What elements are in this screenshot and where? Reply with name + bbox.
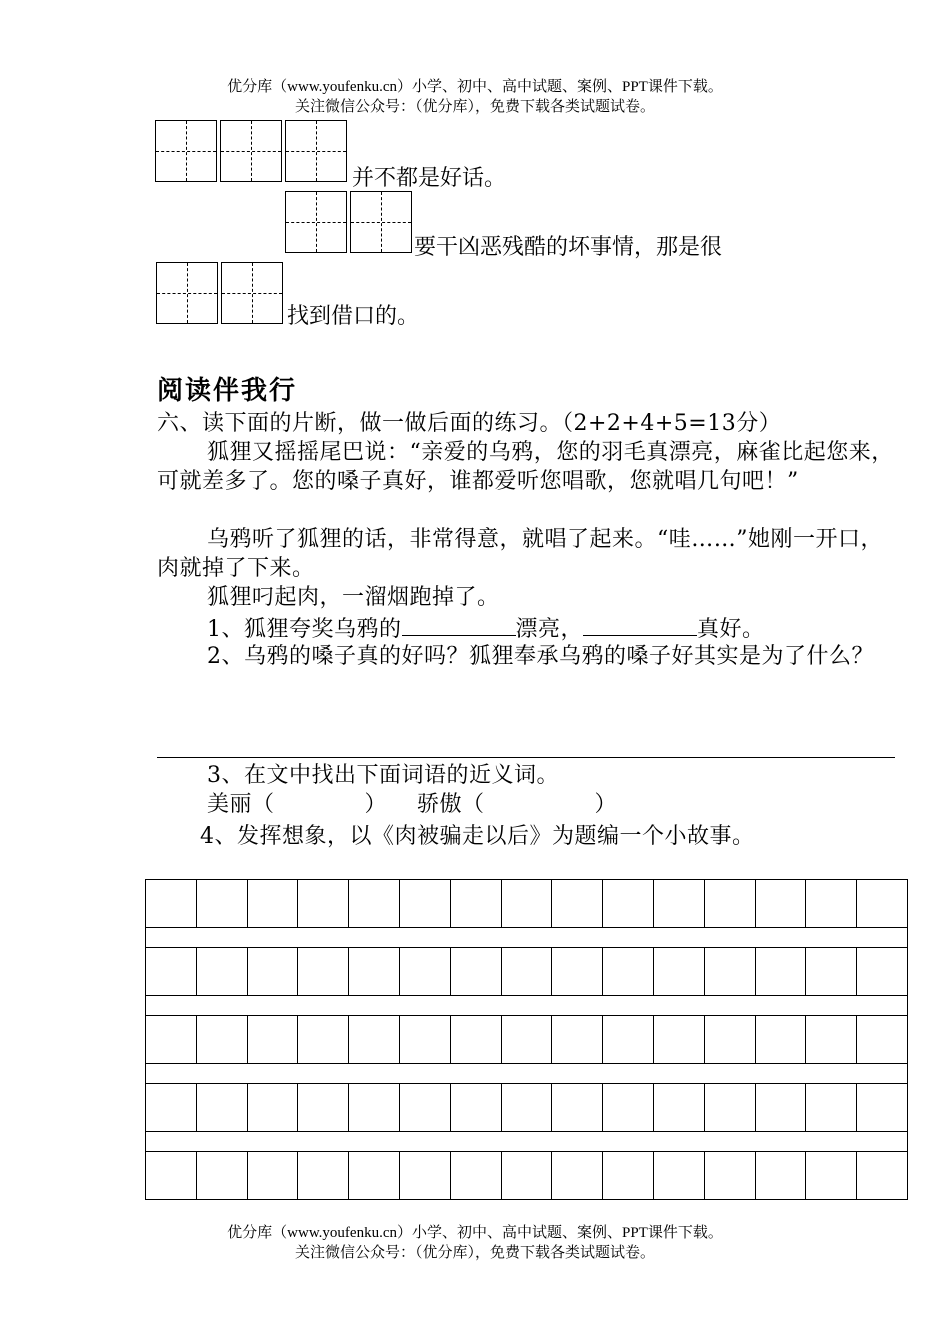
synonym-word-2: 骄傲（ (417, 792, 485, 817)
grid-cell[interactable] (756, 880, 807, 927)
tian-cell[interactable] (221, 262, 283, 324)
grid-row (145, 947, 908, 995)
grid-cell[interactable] (502, 880, 553, 927)
sub-question-2: 2、乌鸦的嗓子真的好吗？狐狸奉承乌鸦的嗓子好其实是为了什么？ (207, 644, 874, 669)
sub1-part-a: 1、狐狸夸奖乌鸦的 (207, 617, 402, 642)
grid-cell[interactable] (705, 948, 756, 995)
fill-in-text-1: 并不都是好话。 (352, 166, 507, 191)
grid-cell[interactable] (806, 880, 857, 927)
grid-cell[interactable] (400, 1016, 451, 1063)
grid-cell[interactable] (298, 1152, 349, 1199)
fill-in-text-3: 找到借口的。 (287, 304, 420, 329)
synonym-word-1: 美丽（ (207, 792, 275, 817)
grid-cell[interactable] (654, 1152, 705, 1199)
grid-cell[interactable] (298, 948, 349, 995)
grid-spacer (145, 995, 908, 1015)
grid-cell[interactable] (603, 1152, 654, 1199)
tian-cell[interactable] (155, 120, 217, 182)
sub1-part-c: 真好。 (697, 617, 765, 642)
grid-cell[interactable] (349, 1084, 400, 1131)
tian-grid-row-2 (285, 191, 415, 253)
grid-bottom-border (145, 1199, 908, 1200)
grid-cell[interactable] (552, 880, 603, 927)
grid-cell[interactable] (806, 948, 857, 995)
grid-cell[interactable] (248, 1084, 299, 1131)
grid-cell[interactable] (451, 948, 502, 995)
grid-cell[interactable] (400, 948, 451, 995)
grid-cell[interactable] (400, 1084, 451, 1131)
grid-cell[interactable] (146, 1084, 197, 1131)
grid-cell[interactable] (857, 880, 908, 927)
tian-cell[interactable] (156, 262, 218, 324)
grid-cell[interactable] (400, 1152, 451, 1199)
grid-cell[interactable] (248, 880, 299, 927)
grid-cell[interactable] (552, 1084, 603, 1131)
grid-cell[interactable] (857, 1152, 908, 1199)
grid-cell[interactable] (806, 1152, 857, 1199)
grid-cell[interactable] (451, 1084, 502, 1131)
sub-question-1 (157, 613, 897, 644)
grid-cell[interactable] (603, 880, 654, 927)
grid-spacer (145, 1063, 908, 1083)
grid-cell[interactable] (197, 948, 248, 995)
grid-cell[interactable] (197, 1016, 248, 1063)
grid-cell[interactable] (603, 1084, 654, 1131)
grid-cell[interactable] (756, 1084, 807, 1131)
grid-cell[interactable] (451, 1016, 502, 1063)
grid-cell[interactable] (806, 1016, 857, 1063)
passage-paragraph-2: 乌鸦听了狐狸的话，非常得意，就唱了起来。“哇……”她刚一开口，肉就掉了下来。 (157, 527, 883, 581)
grid-cell[interactable] (603, 948, 654, 995)
answer-blank-1[interactable] (402, 613, 516, 636)
grid-cell[interactable] (756, 1152, 807, 1199)
grid-cell[interactable] (502, 1152, 553, 1199)
grid-cell[interactable] (705, 1152, 756, 1199)
grid-cell[interactable] (502, 1084, 553, 1131)
grid-cell[interactable] (756, 948, 807, 995)
tian-grid-row-3 (156, 262, 286, 324)
grid-cell[interactable] (705, 880, 756, 927)
grid-cell[interactable] (603, 1016, 654, 1063)
section-title: 阅读伴我行 (157, 376, 298, 406)
grid-cell[interactable] (349, 1016, 400, 1063)
grid-row (145, 879, 908, 927)
footer-line-1: 优分库（www.youfenku.cn）小学、初中、高中试题、案例、PPT课件下载。 (227, 1225, 723, 1241)
grid-cell[interactable] (857, 948, 908, 995)
sub-question-4: 4、发挥想象，以《肉被骗走以后》为题编一个小故事。 (200, 824, 755, 849)
grid-cell[interactable] (654, 1084, 705, 1131)
writing-grid (145, 879, 908, 1200)
answer-blank-2[interactable] (583, 613, 697, 636)
grid-cell[interactable] (705, 1016, 756, 1063)
tian-cell[interactable] (220, 120, 282, 182)
grid-cell[interactable] (197, 880, 248, 927)
header-line-1: 优分库（www.youfenku.cn）小学、初中、高中试题、案例、PPT课件下载。 (227, 79, 723, 95)
grid-cell[interactable] (654, 880, 705, 927)
grid-cell[interactable] (502, 1016, 553, 1063)
synonym-close-1: ） (364, 792, 388, 817)
grid-cell[interactable] (298, 1016, 349, 1063)
grid-cell[interactable] (857, 1016, 908, 1063)
answer-line[interactable] (157, 757, 895, 758)
tian-cell[interactable] (350, 191, 412, 253)
grid-cell[interactable] (248, 948, 299, 995)
grid-cell[interactable] (451, 880, 502, 927)
grid-row (145, 1015, 908, 1063)
grid-cell[interactable] (349, 880, 400, 927)
footer-line-2: 关注微信公众号：（优分库），免费下载各类试题试卷。 (294, 1245, 655, 1261)
grid-cell[interactable] (552, 1152, 603, 1199)
grid-cell[interactable] (806, 1084, 857, 1131)
grid-cell[interactable] (654, 948, 705, 995)
tian-grid-row-1 (155, 120, 350, 182)
fill-in-text-2: 要干凶恶残酷的坏事情，那是很 (414, 235, 723, 260)
grid-cell[interactable] (248, 1016, 299, 1063)
grid-cell[interactable] (654, 1016, 705, 1063)
synonym-row (157, 790, 897, 819)
grid-row (145, 1151, 908, 1199)
grid-cell[interactable] (146, 1016, 197, 1063)
grid-spacer (145, 1131, 908, 1151)
grid-row (145, 1083, 908, 1131)
passage-paragraph-3: 狐狸叼起肉，一溜烟跑掉了。 (207, 585, 500, 610)
grid-cell[interactable] (146, 880, 197, 927)
grid-cell[interactable] (400, 880, 451, 927)
grid-cell[interactable] (197, 1152, 248, 1199)
grid-cell[interactable] (248, 1152, 299, 1199)
grid-cell[interactable] (298, 1084, 349, 1131)
synonym-close-2: ） (594, 792, 618, 817)
sub1-part-b: 漂亮， (515, 617, 584, 642)
grid-spacer (145, 927, 908, 947)
tian-cell[interactable] (285, 191, 347, 253)
grid-cell[interactable] (349, 1152, 400, 1199)
grid-cell[interactable] (502, 948, 553, 995)
grid-cell[interactable] (552, 948, 603, 995)
grid-cell[interactable] (349, 948, 400, 995)
passage-paragraph-1: 狐狸又摇摇尾巴说：“亲爱的乌鸦，您的羽毛真漂亮，麻雀比起您来，可就差多了。您的嗓子真好，谁都爱听您唱歌，您就唱几句吧！” (157, 440, 894, 494)
grid-cell[interactable] (705, 1084, 756, 1131)
header-line-2: 关注微信公众号：（优分库），免费下载各类试题试卷。 (294, 99, 655, 115)
grid-cell[interactable] (857, 1084, 908, 1131)
grid-cell[interactable] (552, 1016, 603, 1063)
sub-question-3: 3、在文中找出下面词语的近义词。 (207, 763, 559, 788)
grid-cell[interactable] (298, 880, 349, 927)
grid-cell[interactable] (146, 948, 197, 995)
tian-cell[interactable] (285, 120, 347, 182)
question-6-title: 六、读下面的片断，做一做后面的练习。（2+2+4+5=13分） (157, 411, 782, 436)
grid-cell[interactable] (197, 1084, 248, 1131)
grid-cell[interactable] (146, 1152, 197, 1199)
grid-cell[interactable] (451, 1152, 502, 1199)
grid-cell[interactable] (756, 1016, 807, 1063)
